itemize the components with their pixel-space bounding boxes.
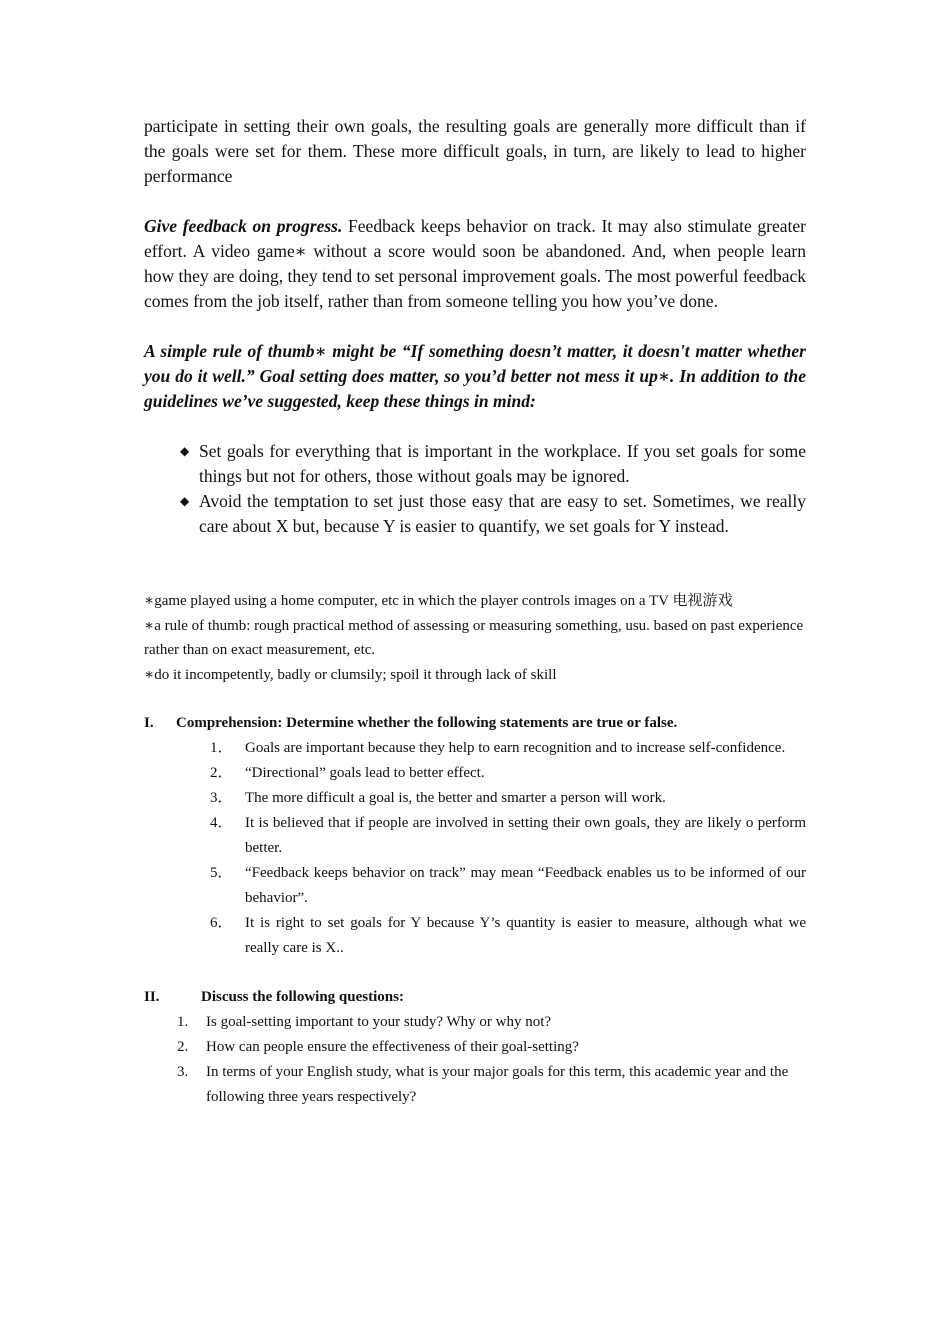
footnote-rule-of-thumb: ∗a rule of thumb: rough practical method of assessing or measuring something, usu. based on past experience rather than on exact measurement, etc. — [144, 617, 804, 658]
section-number: II. — [144, 989, 160, 1005]
section-title: Discuss the following questions: — [201, 989, 404, 1005]
paragraph-participation: participate in setting their own goals, the resulting goals are generally more difficult than if the goals were set for them. These more difficult goals, in turn, are likely to lead to higher performance — [144, 116, 806, 186]
section-number: I. — [144, 715, 154, 731]
footnotes — [144, 589, 806, 687]
footnote-video-game: ∗game played using a home computer, etc in which the player controls images on a TV 电视游戏 — [144, 593, 733, 609]
diamond-bullet-icon: ◆ — [180, 494, 190, 508]
section-comprehension-heading — [144, 711, 806, 736]
list-item: 1. Is goal-setting important to your study? Why or why not? — [177, 1014, 552, 1030]
feedback-text: Feedback keeps behavior on track. It may also stimulate greater effort. A video game∗ without a score would soon be abandoned. And, when people learn how they are doing, they tend to set personal improvement goals. The most powerful feedback comes from the job itself, rather than from someone telling you how you’ve done. — [144, 216, 806, 311]
list-item: 3. In terms of your English study, what is your major goals for this term, this academic year and the following three years respectively? — [177, 1064, 789, 1105]
section-discussion-heading — [144, 985, 806, 1010]
discussion-list — [144, 1010, 806, 1110]
comprehension-list — [144, 736, 806, 961]
list-item: 3． The more difficult a goal is, the better and smarter a person will work. — [210, 790, 666, 806]
section-title: Comprehension: Determine whether the following statements are true or false. — [176, 715, 678, 731]
paragraph-rule-of-thumb: A simple rule of thumb∗ might be “If something doesn’t matter, it doesn't matter whether you do it well.” Goal setting does matter, so you’d better not mess it up∗. In addition to the guidelines we’ve suggested, keep these things in mind: — [144, 341, 806, 411]
footnote-mess-up: ∗do it incompetently, badly or clumsily; spoil it through lack of skill — [144, 666, 557, 683]
list-item: 1． Goals are important because they help to earn recognition and to increase self-confidence. — [210, 740, 786, 756]
list-item: 2． “Directional” goals lead to better effect. — [210, 765, 485, 781]
list-item: 2. How can people ensure the effectiveness of their goal-setting? — [177, 1039, 579, 1055]
feedback-heading: Give feedback on progress. — [144, 216, 343, 236]
list-item: ◆ Avoid the temptation to set just those easy that are easy to set. Sometimes, we really care about X but, because Y is easier to quantify, we set goals for Y instead. — [180, 491, 806, 536]
document-page — [144, 114, 806, 1110]
list-item: 5． “Feedback keeps behavior on track” may mean “Feedback enables us to be informed of our behavior”. — [210, 865, 806, 906]
list-item: 6． It is right to set goals for Y because Y’s quantity is easier to measure, although what we really care is X.. — [210, 915, 806, 956]
list-item: 4． It is believed that if people are involved in setting their own goals, they are likely o perform better. — [210, 815, 806, 856]
guideline-list — [144, 439, 806, 539]
paragraph-feedback — [144, 214, 806, 314]
list-item: ◆ Set goals for everything that is important in the workplace. If you set goals for some things but not for others, those without goals may be ignored. — [180, 441, 806, 486]
diamond-bullet-icon: ◆ — [180, 444, 190, 458]
